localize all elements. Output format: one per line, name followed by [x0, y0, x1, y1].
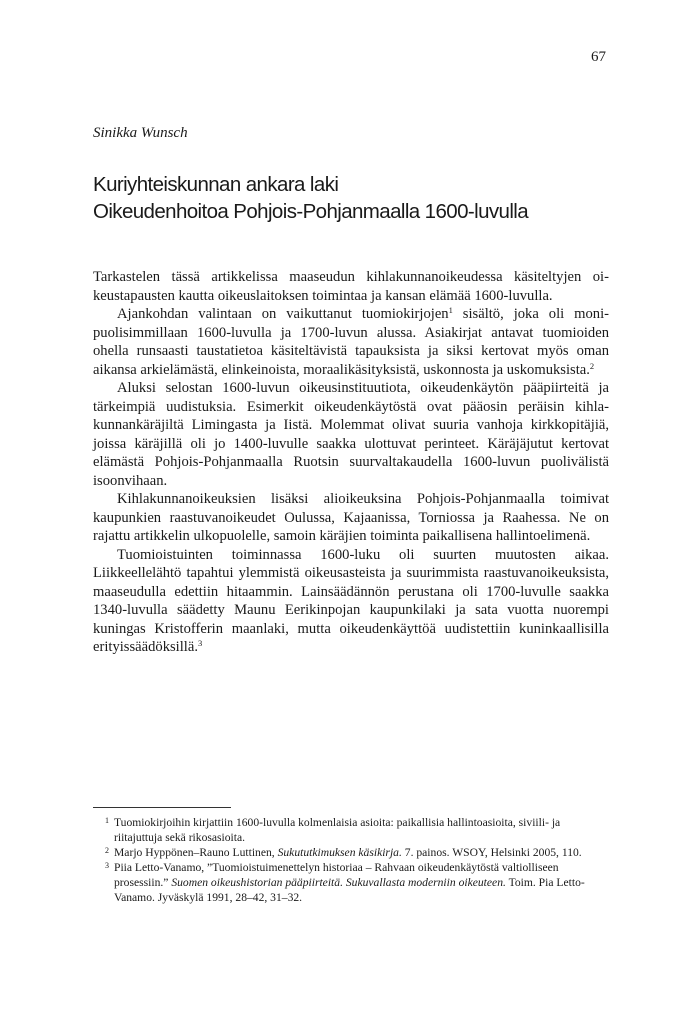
footnote-ref-2: 2: [589, 360, 595, 371]
footnote-ref-3: 3: [197, 638, 203, 648]
footnote-text: Tuomiokirjoihin kirjattiin 1600-luvulla kolmenlaisia asioita: paikallisia hallintoasioita, siviili- ja riitajuttuja sekä rikosasioita.: [114, 816, 561, 844]
footnote-text: Toim. Pia Letto-Vanamo. Jyväskylä 1991, 28–42, 31–32.: [114, 876, 585, 904]
footnote-divider: [93, 807, 231, 808]
footnote-ref-1: 1: [448, 305, 453, 315]
footnote-2: [93, 845, 609, 860]
title-main: Kuriyhteiskunnan ankara laki: [93, 173, 339, 196]
paragraph-5-text: Tuomioistuinten toiminnassa 1600-luku oli suurten muutosten aikaa. Liikkeellelähtö tapahtui ylemmistä oikeusasteista ja suurimmista raastuvanoikeuksista, maaseudulla edettiin hitaammin. Lainsäädännön perustana oli 1700-luvulle saakka 1340-luvulla säädetty Maunu Eerikinpojan kaupunkilaki ja sata vuotta nuorempi kuningas Kristofferin maanlaki, mutta oikeudenkäyttöä uudistettiin kuninkaallisilla erityissäädöksillä.: [93, 546, 609, 655]
page-number: 67: [591, 49, 606, 65]
paragraph-2-text-b: sisältö, joka oli monipuolisimmillaan 1600-luvulla ja 1700-luvun alussa. Asiakirjat antavat tuomioiden ohella runsaasti taustatietoa käsiteltävistä tapauksista ja siksi kertovat myös oman aikansa arkielämästä, elinkeinoista, moraalikäsityksistä, uskonnosta ja uskomuksista.: [93, 306, 610, 378]
paragraph-5: [93, 546, 609, 657]
footnote-number: 3: [105, 861, 109, 870]
article-title: [93, 171, 613, 225]
article-body: [93, 268, 609, 657]
paragraph-2-text-a: Ajankohdan valintaan on vaikuttanut tuomiokirjojen: [117, 306, 449, 322]
footnote-text: Piia Letto-Vanamo, ”Tuomioistuimenettelyn historiaa – Rahvaan oikeudenkäytöstä valtiolliseen prosessiin.”: [114, 861, 559, 889]
paragraph-3: Aluksi selostan 1600-luvun oikeusinstituutiota, oikeudenkäytön pääpiirteitä ja tärkeimpiä uudistuksia. Esimerkit oikeudenkäytöstä ovat pääosin peräisin kihlakunnankäräjiltä Limingasta ja Iistä. Molemmat olivat suuria vanhoja kirkkopitäjiä, joissa käräjillä oli jo 1400-luvulle saakka ulottuvat perinteet. Käräjäjutut kertovat elämästä Pohjois-Pohjanmaalla Ruotsin suurvaltakaudella 1600-luvun puolivälistä isoonvihaan.: [93, 380, 609, 489]
footnote-3: [93, 860, 609, 905]
footnote-text: Marjo Hyppönen–Rauno Luttinen,: [114, 846, 278, 859]
footnotes: [93, 815, 609, 905]
footnote-number: 2: [105, 846, 109, 855]
title-subtitle: Oikeudenhoitoa Pohjois-Pohjanmaalla 1600-luvulla: [93, 200, 529, 223]
footnote-book-title: Sukututkimuksen käsikirja.: [277, 846, 402, 859]
paragraph-1: Tarkastelen tässä artikkelissa maaseudun kihlakunnanoikeudessa käsiteltyjen oikeustapausten kautta oikeuslaitoksen toimintaa ja kansan elämää 1600-luvulla.: [93, 269, 609, 304]
footnote-number: 1: [105, 816, 109, 825]
footnote-1: [93, 815, 609, 845]
paragraph-2: [93, 305, 609, 379]
footnote-text: 7. painos. WSOY, Helsinki 2005, 110.: [401, 846, 582, 859]
author-name: Sinikka Wunsch: [93, 125, 188, 141]
footnote-book-title: Suomen oikeushistorian pääpiirteitä. Sukuvallasta moderniin oikeuteen.: [171, 876, 506, 889]
paragraph-4: Kihlakunnanoikeuksien lisäksi alioikeuksina Pohjois-Pohjanmaalla toimivat kaupunkien raastuvanoikeudet Oulussa, Kajaanissa, Torniossa ja Raahessa. Ne on rajattu artikkelin ulkopuolelle, samoin käräjien toiminta paikallisena hallintoelimenä.: [93, 491, 609, 544]
